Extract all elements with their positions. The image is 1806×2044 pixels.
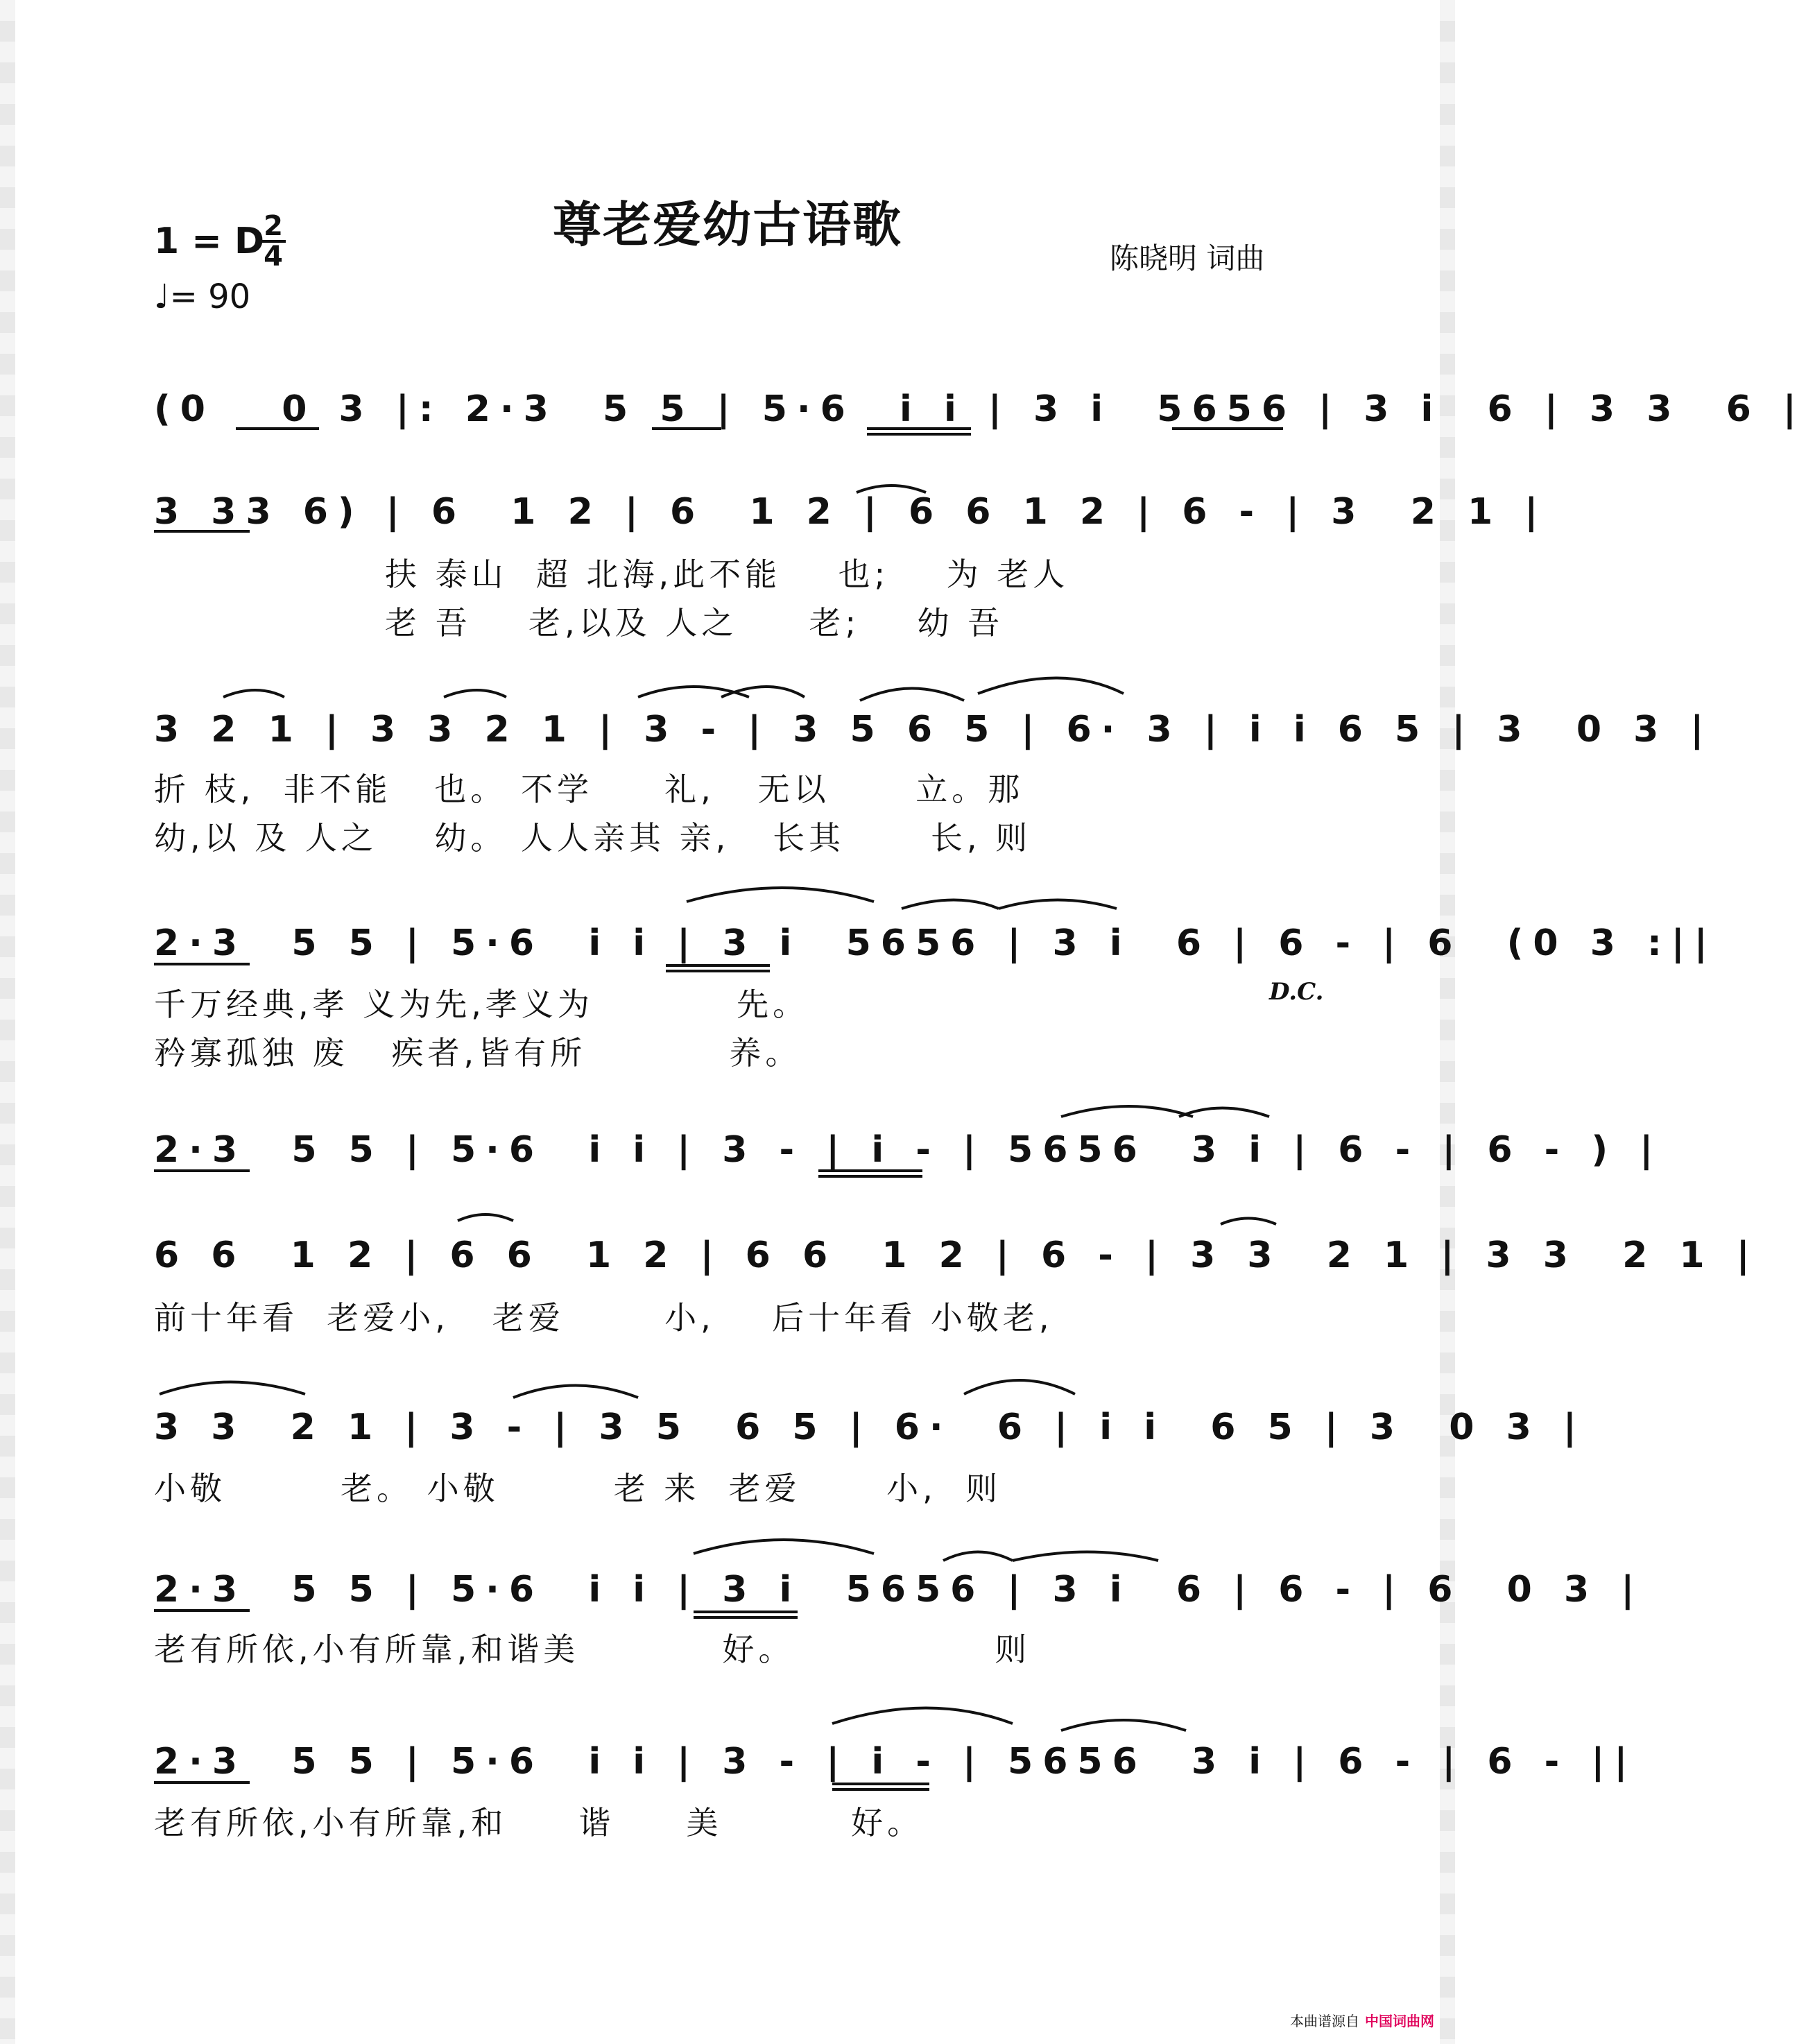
lyric-line-4a: 千万经典,孝 义为先,孝义为 先。 — [154, 986, 809, 1023]
slur-arc — [1221, 1219, 1276, 1225]
slur-arc — [638, 687, 749, 697]
slur-arc — [832, 1708, 1013, 1724]
notation-line-7: 3 3 2 1 | 3 - | 3 5 6 5 | 6· 6 | i i 6 5 | 3 0 3 | — [154, 1407, 1586, 1448]
slur-arc — [160, 1382, 305, 1395]
slur-arc — [964, 1380, 1075, 1394]
da-capo-marking: D.C. — [1269, 978, 1324, 1006]
lyric-line-8a: 老有所依,小有所靠,和谐美 好。 则 — [154, 1631, 1031, 1668]
slur-arc — [444, 690, 506, 697]
slur-arc — [857, 486, 926, 492]
footer-source-label: 本曲谱源自 — [1290, 2013, 1359, 2029]
time-signature-bottom: 4 — [264, 241, 283, 273]
slur-arc — [999, 900, 1117, 909]
notation-line-6: 6 6 1 2 | 6 6 1 2 | 6 6 1 2 | 6 - | 3 3 2 1 | 3 3 2 1 | — [154, 1235, 1760, 1276]
slur-arc — [1061, 1106, 1193, 1117]
footer-site-link[interactable]: 中国词曲网 — [1365, 2013, 1434, 2029]
slur-arc — [902, 900, 999, 909]
notation-line-5: 2·3 5 5 | 5·6 i i | 3 - | i - | 5656 3 i | 6 - | 6 - ) | — [154, 1129, 1663, 1171]
slur-arc — [458, 1214, 513, 1221]
footer-credit — [1290, 2010, 1434, 2030]
slur-arc — [687, 888, 874, 902]
lyric-line-9a: 老有所依,小有所靠,和 谐 美 好。 — [154, 1804, 924, 1841]
notation-line-9: 2·3 5 5 | 5·6 i i | 3 - | i - | 5656 3 i | 6 - | 6 - || — [154, 1741, 1637, 1783]
notation-line-3: 3 2 1 | 3 3 2 1 | 3 - | 3 5 6 5 | 6· 3 | i i 6 5 | 3 0 3 | — [154, 709, 1714, 750]
lyric-line-2b: 老 吾 老,以及 人之 老; 幼 吾 — [385, 604, 1004, 642]
lyric-line-3a: 折 枝, 非不能 也。 不学 礼, 无以 立。那 — [154, 771, 1024, 808]
notation-line-1: (0 0 3 |: 2·3 5 5 | 5·6 i i | 3 i 5656 | 3 i 6 | 3 3 6 | — [154, 388, 1806, 430]
lyric-line-7a: 小敬 老。 小敬 老 来 老爱 小, 则 — [154, 1470, 1002, 1507]
lyric-line-2a: 扶 泰山 超 北海,此不能 也; 为 老人 — [385, 556, 1069, 593]
slur-arc — [860, 689, 964, 701]
slur-arc — [513, 1386, 638, 1398]
lyric-line-3b: 幼,以 及 人之 幼。 人人亲其 亲, 长其 长, 则 — [154, 819, 1032, 857]
slur-arc — [223, 690, 284, 697]
lyric-line-6a: 前十年看 老爱小, 老爱 小, 后十年看 小敬老, — [154, 1299, 1054, 1337]
slur-arc — [1061, 1720, 1186, 1730]
slur-arc — [1013, 1552, 1158, 1561]
composer-credit: 陈晓明 词曲 — [1110, 241, 1265, 275]
time-signature-top: 2 — [264, 210, 283, 242]
slur-arc — [943, 1552, 1013, 1561]
lyric-line-4b: 矜寡孤独 废 疾者,皆有所 养。 — [154, 1034, 802, 1072]
slur-arc — [694, 1540, 874, 1554]
notation-line-2: 3 33 6) | 6 1 2 | 6 1 2 | 6 6 1 2 | 6 - | 3 2 1 | — [154, 491, 1548, 533]
key-signature: 1 = D — [154, 221, 265, 262]
notation-line-4: 2·3 5 5 | 5·6 i i | 3 i 5656 | 3 i 6 | 6 - | 6 (0 3 :|| — [154, 922, 1717, 964]
tempo-marking: ♩= 90 — [154, 277, 251, 316]
slur-arc — [978, 678, 1124, 694]
notation-line-8: 2·3 5 5 | 5·6 i i | 3 i 5656 | 3 i 6 | 6 - | 6 0 3 | — [154, 1569, 1644, 1611]
song-title: 尊老爱幼古语歌 — [553, 196, 902, 253]
